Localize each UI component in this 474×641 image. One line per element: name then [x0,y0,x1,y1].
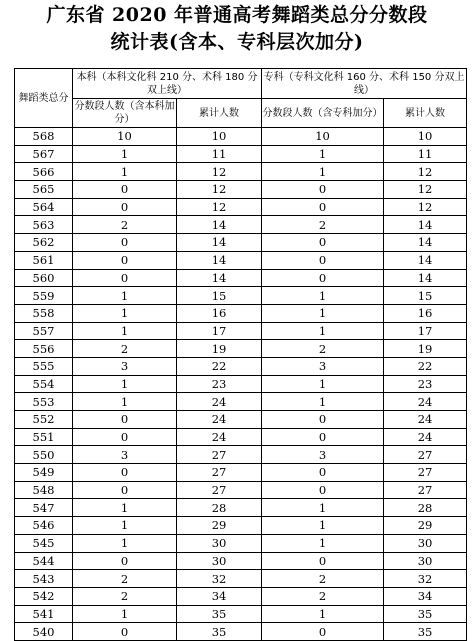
score-cell: 549 [15,464,73,482]
score-cell: 542 [15,587,73,605]
college-count-cell: 1 [262,163,384,181]
table-row [15,570,467,588]
header-college-count: 分数段人数（含专科加分） [262,99,384,128]
college-cumulative-cell: 27 [384,464,467,482]
undergrad-cumulative-cell: 15 [177,287,262,305]
college-cumulative-cell: 11 [384,145,467,163]
college-count-cell: 1 [262,375,384,393]
table-row [15,464,467,482]
score-cell: 558 [15,304,73,322]
table-row [15,375,467,393]
table-row [15,357,467,375]
table-row [15,446,467,464]
college-count-cell: 0 [262,269,384,287]
table-row [15,605,467,623]
score-cell: 557 [15,322,73,340]
undergrad-cumulative-cell: 34 [177,587,262,605]
score-cell: 546 [15,517,73,535]
college-cumulative-cell: 17 [384,322,467,340]
table-row [15,481,467,499]
page-title: 广东省 2020 年普通高考舞蹈类总分分数段 [46,4,428,26]
score-cell: 547 [15,499,73,517]
college-count-cell: 0 [262,411,384,429]
college-cumulative-cell: 34 [384,587,467,605]
table-row [15,287,467,305]
undergrad-cumulative-cell: 35 [177,605,262,623]
table-body [15,128,467,641]
college-count-cell: 2 [262,216,384,234]
college-cumulative-cell: 27 [384,481,467,499]
table-row [15,198,467,216]
college-count-cell: 0 [262,623,384,641]
undergrad-cumulative-cell: 14 [177,251,262,269]
table-row [15,340,467,358]
college-cumulative-cell: 24 [384,411,467,429]
score-cell: 555 [15,357,73,375]
college-cumulative-cell: 23 [384,375,467,393]
college-cumulative-cell: 16 [384,304,467,322]
undergrad-count-cell: 0 [73,552,177,570]
college-cumulative-cell: 14 [384,216,467,234]
undergrad-count-cell: 1 [73,534,177,552]
undergrad-count-cell: 2 [73,216,177,234]
undergrad-count-cell: 0 [73,428,177,446]
college-cumulative-cell: 30 [384,534,467,552]
college-count-cell: 1 [262,499,384,517]
college-count-cell: 0 [262,552,384,570]
undergrad-count-cell: 0 [73,269,177,287]
college-count-cell: 0 [262,464,384,482]
college-cumulative-cell: 35 [384,605,467,623]
score-cell: 568 [15,128,73,146]
undergrad-count-cell: 3 [73,446,177,464]
college-count-cell: 0 [262,428,384,446]
college-cumulative-cell: 22 [384,357,467,375]
table-row [15,128,467,146]
score-cell: 567 [15,145,73,163]
header-undergrad-count: 分数段人数（含本科加分） [73,99,177,128]
college-count-cell: 1 [262,322,384,340]
college-cumulative-cell: 12 [384,163,467,181]
table-row [15,393,467,411]
table-row [15,304,467,322]
score-cell: 543 [15,570,73,588]
undergrad-cumulative-cell: 12 [177,198,262,216]
undergrad-count-cell: 2 [73,570,177,588]
undergrad-cumulative-cell: 28 [177,499,262,517]
header-total-score: 舞蹈类总分 [15,69,73,128]
undergrad-cumulative-cell: 19 [177,340,262,358]
score-cell: 552 [15,411,73,429]
table-row [15,499,467,517]
score-cell: 553 [15,393,73,411]
undergrad-count-cell: 3 [73,357,177,375]
college-count-cell: 2 [262,587,384,605]
undergrad-count-cell: 0 [73,234,177,252]
undergrad-cumulative-cell: 11 [177,145,262,163]
undergrad-count-cell: 0 [73,251,177,269]
college-cumulative-cell: 14 [384,269,467,287]
undergrad-cumulative-cell: 27 [177,464,262,482]
table-row [15,534,467,552]
score-cell: 556 [15,340,73,358]
undergrad-count-cell: 0 [73,181,177,199]
college-count-cell: 1 [262,287,384,305]
undergrad-count-cell: 1 [73,375,177,393]
undergrad-cumulative-cell: 24 [177,411,262,429]
college-count-cell: 0 [262,251,384,269]
college-cumulative-cell: 35 [384,623,467,641]
undergrad-cumulative-cell: 30 [177,552,262,570]
college-count-cell: 1 [262,304,384,322]
undergrad-cumulative-cell: 10 [177,128,262,146]
college-cumulative-cell: 28 [384,499,467,517]
undergrad-count-cell: 1 [73,163,177,181]
undergrad-count-cell: 1 [73,605,177,623]
table-row [15,234,467,252]
undergrad-cumulative-cell: 35 [177,623,262,641]
college-count-cell: 1 [262,145,384,163]
undergrad-cumulative-cell: 17 [177,322,262,340]
score-cell: 544 [15,552,73,570]
college-cumulative-cell: 30 [384,552,467,570]
table-row [15,517,467,535]
table-row [15,163,467,181]
college-count-cell: 0 [262,234,384,252]
college-cumulative-cell: 32 [384,570,467,588]
table-row [15,411,467,429]
undergrad-cumulative-cell: 14 [177,234,262,252]
page-subtitle: 统计表(含本、专科层次加分) [110,31,364,53]
undergrad-count-cell: 1 [73,322,177,340]
undergrad-cumulative-cell: 27 [177,446,262,464]
score-cell: 565 [15,181,73,199]
undergrad-cumulative-cell: 24 [177,393,262,411]
table-row [15,251,467,269]
table-row [15,428,467,446]
college-cumulative-cell: 14 [384,234,467,252]
score-cell: 548 [15,481,73,499]
score-cell: 562 [15,234,73,252]
undergrad-cumulative-cell: 32 [177,570,262,588]
score-cell: 541 [15,605,73,623]
undergrad-cumulative-cell: 14 [177,216,262,234]
undergrad-cumulative-cell: 30 [177,534,262,552]
table-row [15,181,467,199]
header-college-cumulative: 累计人数 [384,99,467,128]
table-row [15,216,467,234]
college-cumulative-cell: 12 [384,198,467,216]
college-cumulative-cell: 15 [384,287,467,305]
college-cumulative-cell: 10 [384,128,467,146]
college-count-cell: 0 [262,198,384,216]
college-count-cell: 1 [262,517,384,535]
college-cumulative-cell: 12 [384,181,467,199]
undergrad-cumulative-cell: 16 [177,304,262,322]
score-cell: 563 [15,216,73,234]
college-count-cell: 2 [262,570,384,588]
undergrad-count-cell: 0 [73,623,177,641]
undergrad-cumulative-cell: 12 [177,181,262,199]
score-cell: 551 [15,428,73,446]
header-college: 专科（专科文化科 160 分、术科 150 分双上线） [262,69,467,99]
undergrad-count-cell: 1 [73,499,177,517]
undergrad-cumulative-cell: 29 [177,517,262,535]
undergrad-count-cell: 10 [73,128,177,146]
score-cell: 560 [15,269,73,287]
undergrad-count-cell: 1 [73,304,177,322]
undergrad-cumulative-cell: 27 [177,481,262,499]
college-cumulative-cell: 24 [384,393,467,411]
undergrad-count-cell: 1 [73,287,177,305]
undergrad-count-cell: 1 [73,393,177,411]
header-undergrad: 本科（本科文化科 210 分、术科 180 分双上线） [73,69,262,99]
undergrad-count-cell: 0 [73,411,177,429]
table-row [15,322,467,340]
table-row [15,269,467,287]
college-count-cell: 0 [262,481,384,499]
undergrad-cumulative-cell: 23 [177,375,262,393]
undergrad-cumulative-cell: 24 [177,428,262,446]
college-count-cell: 1 [262,393,384,411]
score-cell: 564 [15,198,73,216]
score-cell: 550 [15,446,73,464]
undergrad-count-cell: 2 [73,587,177,605]
college-count-cell: 1 [262,534,384,552]
undergrad-cumulative-cell: 14 [177,269,262,287]
college-count-cell: 2 [262,340,384,358]
college-count-cell: 10 [262,128,384,146]
score-cell: 540 [15,623,73,641]
college-cumulative-cell: 19 [384,340,467,358]
score-cell: 559 [15,287,73,305]
college-count-cell: 3 [262,357,384,375]
score-distribution-table [14,68,467,641]
undergrad-cumulative-cell: 12 [177,163,262,181]
score-cell: 566 [15,163,73,181]
college-count-cell: 1 [262,605,384,623]
college-cumulative-cell: 14 [384,251,467,269]
undergrad-count-cell: 1 [73,517,177,535]
undergrad-count-cell: 0 [73,481,177,499]
header-undergrad-cumulative: 累计人数 [177,99,262,128]
college-count-cell: 0 [262,181,384,199]
score-cell: 561 [15,251,73,269]
undergrad-count-cell: 0 [73,464,177,482]
undergrad-count-cell: 2 [73,340,177,358]
table-row [15,623,467,641]
undergrad-cumulative-cell: 22 [177,357,262,375]
college-cumulative-cell: 24 [384,428,467,446]
score-cell: 554 [15,375,73,393]
college-count-cell: 3 [262,446,384,464]
undergrad-count-cell: 0 [73,198,177,216]
score-cell: 545 [15,534,73,552]
table-row [15,552,467,570]
college-cumulative-cell: 27 [384,446,467,464]
undergrad-count-cell: 1 [73,145,177,163]
college-cumulative-cell: 29 [384,517,467,535]
table-row [15,145,467,163]
table-row [15,587,467,605]
